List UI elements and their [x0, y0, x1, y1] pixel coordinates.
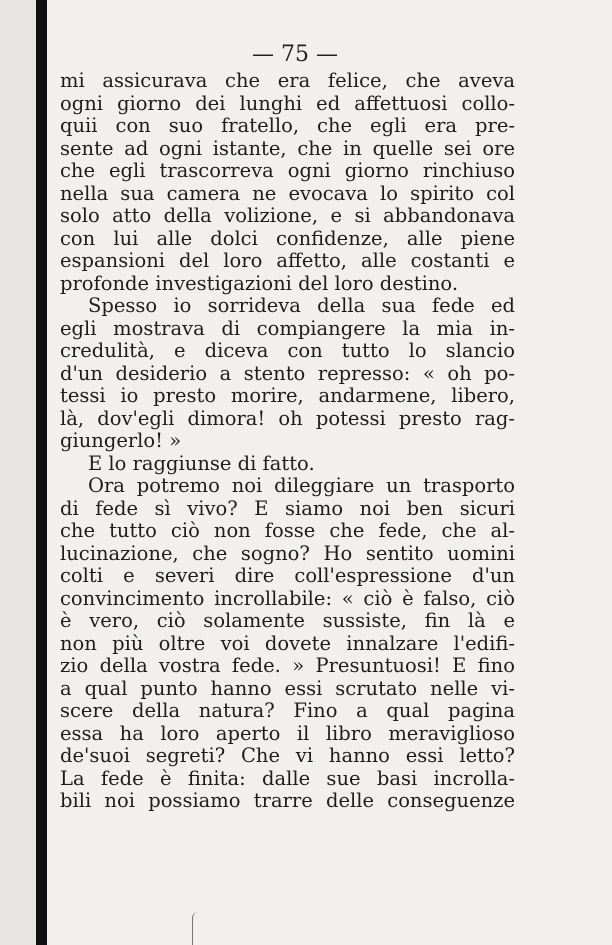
text-line: di fede sì vivo? E siamo noi ben sicuri [60, 496, 515, 520]
text-line: essa ha loro aperto il libro meraviglioso [60, 721, 515, 745]
text-line: Ora potremo noi dileggiare un trasporto [88, 474, 515, 497]
text-line: che egli trascorreva ogni giorno rinchiuso [60, 159, 515, 182]
text-line: là, dov'egli dimora! oh potessi presto rag- [60, 406, 515, 430]
text-line: d'un desiderio a stento represso: « oh po- [60, 361, 515, 385]
text-line: bili noi possiamo trarre delle conseguenze [60, 789, 515, 812]
text-line: nella sua camera ne evocava lo spirito col [60, 181, 515, 205]
text-line: egli mostrava di compiangere la mia in- [60, 316, 515, 340]
text-line: Spesso io sorrideva della sua fede ed [88, 294, 515, 317]
text-line: solo atto della volizione, e si abbandonava [60, 204, 515, 227]
text-line: La fede è finita: dalle sue basi incrolla- [60, 766, 515, 790]
text-line: lucinazione, che sogno? Ho sentito uomini [60, 541, 515, 565]
text-line: tessi io presto morire, andarmene, libero, [60, 384, 515, 407]
text-line: che tutto ciò non fosse che fede, che al- [60, 519, 515, 542]
text-line: scere della natura? Fino a qual pagina [60, 699, 515, 722]
text-line: credulità, e diceva con tutto lo slancio [60, 339, 515, 362]
text-line: quii con suo fratello, che egli era pre- [60, 114, 515, 137]
text-line: sente ad ogni istante, che in quelle sei ore [60, 136, 515, 160]
text-line: è vero, ciò solamente sussiste, fin là e [60, 609, 515, 632]
text-line: mi assicurava che era felice, che aveva [60, 69, 515, 92]
pencil-mark [192, 912, 201, 945]
text-line: E lo raggiunse di fatto. [88, 451, 315, 475]
binding-gutter [36, 0, 47, 945]
text-line: colti e severi dire coll'espressione d'un [60, 564, 515, 587]
page-number: — 75 — [252, 42, 338, 67]
text-line: con lui alle dolci confidenze, alle piene [60, 226, 515, 250]
text-line: a qual punto hanno essi scrutato nelle vi- [60, 676, 515, 700]
text-line: non più oltre voi dovete innalzare l'edifi- [60, 631, 515, 655]
text-line: espansioni del loro affetto, alle costanti e [60, 249, 515, 272]
body-text [60, 70, 515, 813]
text-line: profonde investigazioni del loro destino. [60, 271, 459, 295]
facing-page-edge [0, 0, 36, 945]
text-line: ogni giorno dei lunghi ed affettuosi collo- [60, 91, 515, 115]
text-line: zio della vostra fede. » Presuntuosi! E fino [60, 654, 515, 677]
text-line: convincimento incrollabile: « ciò è falso, ciò [60, 586, 515, 610]
text-line: giungerlo! » [60, 429, 182, 452]
text-line: de'suoi segreti? Che vi hanno essi letto? [60, 744, 515, 767]
